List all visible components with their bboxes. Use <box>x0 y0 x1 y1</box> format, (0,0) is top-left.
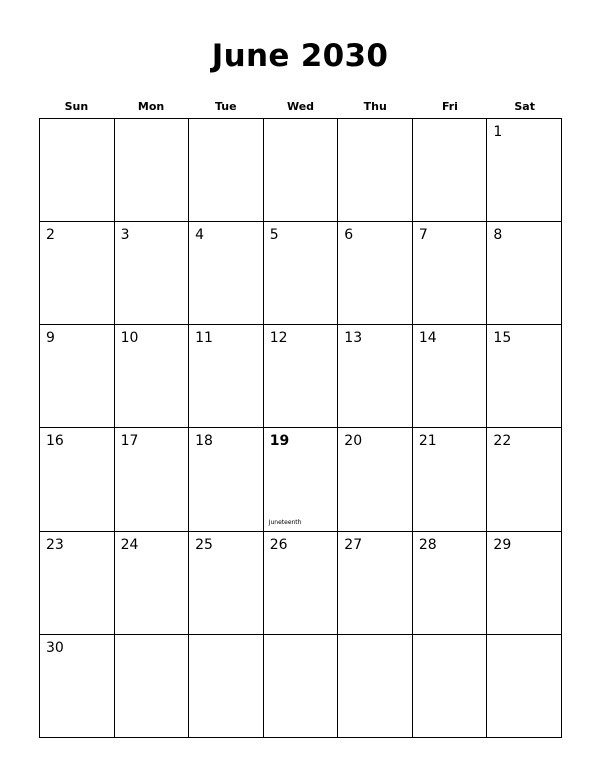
day-number: 17 <box>120 433 139 450</box>
day-cell <box>264 532 339 635</box>
day-number: 2 <box>46 227 55 244</box>
day-number: 20 <box>344 433 363 450</box>
day-cell <box>264 222 339 325</box>
day-number: 18 <box>195 433 213 450</box>
day-number: 1 <box>493 124 503 140</box>
day-number: 7 <box>418 227 428 244</box>
day-cell <box>40 325 115 428</box>
day-cell <box>115 222 190 325</box>
day-cell <box>40 532 115 635</box>
day-number: 22 <box>493 433 512 450</box>
day-number: 23 <box>46 536 64 553</box>
empty-day-cell <box>189 119 264 222</box>
day-number: 11 <box>195 330 213 347</box>
day-cell <box>189 325 264 428</box>
calendar-title: June 2030 <box>211 38 389 74</box>
day-number: 12 <box>269 330 288 347</box>
day-number: 6 <box>344 227 354 244</box>
day-cell <box>115 428 190 531</box>
empty-day-cell <box>338 635 413 738</box>
day-number: 15 <box>493 330 512 347</box>
day-cell <box>487 428 562 531</box>
day-cell <box>413 532 488 635</box>
day-number: 9 <box>46 330 55 347</box>
calendar-grid <box>39 118 562 738</box>
empty-day-cell <box>264 635 339 738</box>
weekday-label: Wed <box>286 100 315 113</box>
weekday-label: Mon <box>137 100 165 113</box>
day-cell <box>338 428 413 531</box>
holiday-label: Juneteenth <box>268 518 302 526</box>
empty-day-cell <box>413 119 488 222</box>
weekday-label: Thu <box>363 100 387 113</box>
day-number: 19 <box>269 433 290 450</box>
day-cell <box>189 222 264 325</box>
day-number: 5 <box>269 227 279 244</box>
day-cell <box>413 428 488 531</box>
day-number: 16 <box>46 433 64 450</box>
day-number: 27 <box>344 536 363 553</box>
day-number: 30 <box>46 639 64 656</box>
day-cell <box>40 222 115 325</box>
day-cell <box>487 532 562 635</box>
day-number: 21 <box>418 433 437 450</box>
day-number: 10 <box>120 330 139 347</box>
day-cell <box>413 222 488 325</box>
empty-day-cell <box>487 635 562 738</box>
day-cell <box>264 428 339 531</box>
weekday-label: Sun <box>64 100 89 113</box>
day-number: 24 <box>120 536 139 553</box>
day-cell <box>115 325 190 428</box>
day-cell <box>189 532 264 635</box>
day-cell <box>413 325 488 428</box>
weekday-label: Tue <box>215 100 237 113</box>
day-number: 8 <box>493 227 503 244</box>
day-number: 26 <box>269 536 288 553</box>
empty-day-cell <box>338 119 413 222</box>
day-number: 13 <box>344 330 363 347</box>
day-cell <box>189 428 264 531</box>
day-cell <box>264 325 339 428</box>
day-number: 28 <box>418 536 437 553</box>
day-cell <box>40 428 115 531</box>
weekday-label: Sat <box>514 100 535 113</box>
empty-day-cell <box>115 119 190 222</box>
day-number: 3 <box>120 227 130 244</box>
day-number: 4 <box>195 227 205 244</box>
empty-day-cell <box>115 635 190 738</box>
day-number: 25 <box>195 536 213 553</box>
day-cell <box>338 532 413 635</box>
day-cell <box>338 325 413 428</box>
day-cell <box>40 635 115 738</box>
empty-day-cell <box>264 119 339 222</box>
day-cell <box>115 532 190 635</box>
day-number: 29 <box>493 536 512 553</box>
weekday-label: Fri <box>441 100 458 113</box>
day-cell <box>487 222 562 325</box>
empty-day-cell <box>40 119 115 222</box>
empty-day-cell <box>413 635 488 738</box>
weekday-header-row <box>39 98 562 116</box>
day-number: 14 <box>418 330 437 347</box>
day-cell <box>487 325 562 428</box>
day-cell <box>338 222 413 325</box>
empty-day-cell <box>189 635 264 738</box>
day-cell <box>487 119 562 222</box>
